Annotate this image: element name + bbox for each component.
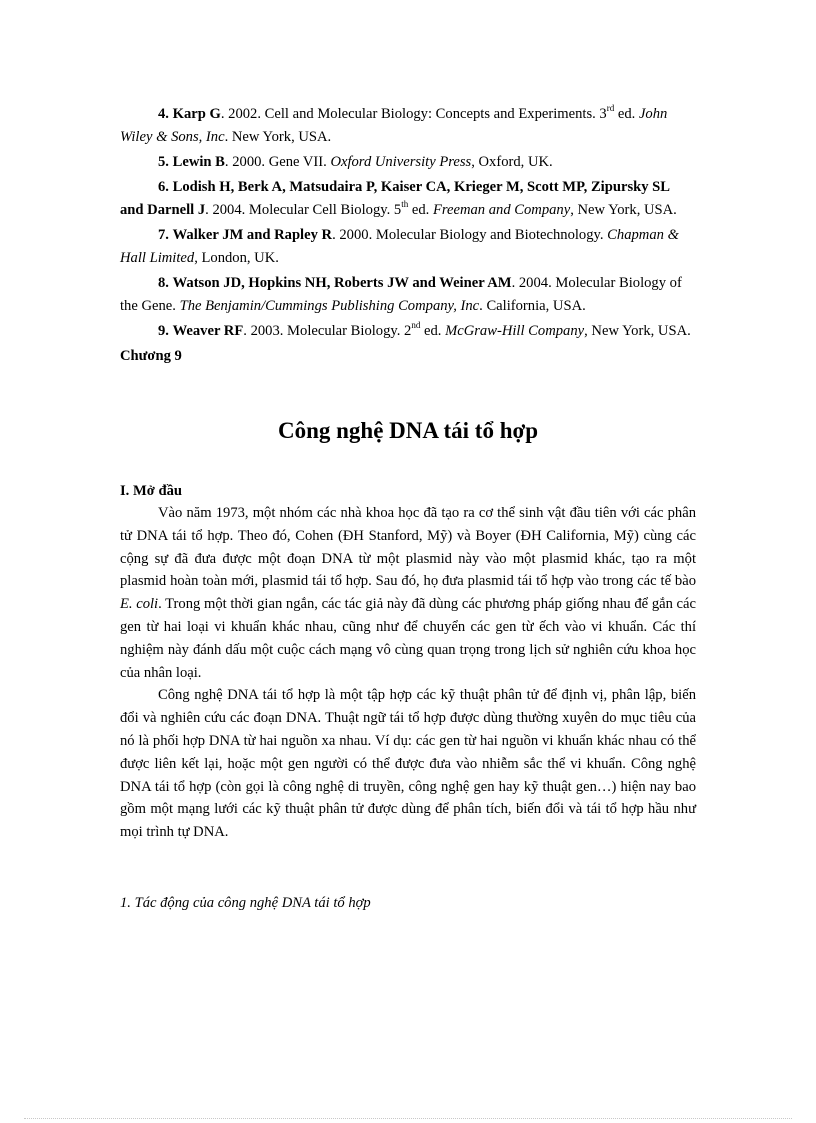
reference-year-title: . 2004. Molecular Cell Biology. 5 — [205, 202, 402, 218]
reference-authors: Walker JM and Rapley R — [172, 227, 333, 243]
edition-suffix: th — [401, 199, 409, 210]
reference-year-title: . 2000. Gene VII. — [224, 154, 331, 170]
paragraph-text: . Trong một thời gian ngắn, các tác giả này đã dùng các phương pháp giống nhau để gắn các gen từ hai loại vi khuẩn khác nhau, cũng như để chuyển các gen từ ếch vào vi khuẩn. Các thí nghiệm này đánh dấu một cuộc cách mạng vô cùng quan trọng trong lịch sử nghiên cứu khoa học của nhân loại. — [120, 596, 696, 681]
reference-list — [120, 103, 696, 343]
reference-5 — [120, 151, 696, 174]
chapter-title: Công nghệ DNA tái tổ hợp — [277, 418, 539, 443]
reference-number: 4. — [158, 106, 169, 122]
reference-9 — [120, 320, 696, 343]
reference-edition: ed. — [614, 106, 639, 122]
page-bottom-divider — [24, 1118, 792, 1119]
subsection-heading: 1. Tác động của công nghệ DNA tái tổ hợp — [120, 894, 371, 911]
reference-place: , Oxford, UK. — [471, 154, 553, 170]
chapter-label: Chương 9 — [120, 348, 182, 364]
document-page — [120, 103, 696, 914]
reference-number: 9. — [158, 323, 169, 339]
reference-place: , New York, USA. — [570, 202, 677, 218]
reference-publisher: Chapman & Hall Limited — [120, 227, 679, 266]
reference-authors: Watson JD, Hopkins NH, Roberts JW and Weiner AM — [172, 275, 512, 291]
reference-authors: Lodish H, Berk A, Matsudaira P, Kaiser CA, Krieger M, Scott MP, Zipursky SL and Darnell J — [120, 179, 670, 218]
section-heading: I. Mở đầu — [120, 483, 183, 499]
reference-place: , New York, USA. — [584, 323, 691, 339]
intro-paragraph-2: Công nghệ DNA tái tổ hợp là một tập hợp các kỹ thuật phân tử để định vị, phân lập, biến đổi và nghiên cứu các đoạn DNA. Thuật ngữ tái tổ hợp được dùng thường xuyên do mục tiêu của nó là phối hợp DNA từ hai nguồn xa nhau. Ví dụ: các gen từ hai nguồn vi khuẩn khác nhau có thể được liên kết lại, hoặc một gen người có thể được đưa vào nhiễm sắc thể vi khuẩn. Công nghệ DNA tái tổ hợp (còn gọi là công nghệ di truyền, công nghệ gen hay kỹ thuật gen…) hiện nay bao gồm một mạng lưới các kỹ thuật phân tử được dùng để phân tích, biến đổi và tái tổ hợp hầu như mọi trình tự DNA. — [120, 687, 696, 841]
reference-number: 7. — [158, 227, 169, 243]
reference-year-title: . 2003. Molecular Biology. 2 — [243, 323, 412, 339]
reference-year-title: . 2000. Molecular Biology and Biotechnology. — [332, 227, 608, 243]
reference-place: . New York, USA. — [224, 129, 332, 145]
reference-8 — [120, 272, 696, 318]
reference-publisher: Freeman and Company — [432, 202, 571, 218]
reference-4 — [120, 103, 696, 149]
edition-suffix: nd — [411, 320, 421, 331]
reference-publisher: Oxford University Press — [330, 154, 472, 170]
intro-paragraph-1 — [120, 502, 696, 684]
reference-place: . California, USA. — [479, 298, 586, 314]
reference-edition: ed. — [408, 202, 433, 218]
reference-number: 8. — [158, 275, 169, 291]
reference-place: , London, UK. — [194, 250, 279, 266]
edition-suffix: rd — [606, 103, 615, 114]
reference-6 — [120, 176, 696, 222]
reference-number: 6. — [158, 179, 169, 195]
reference-authors: Weaver RF — [172, 323, 244, 339]
reference-year-title: . 2004. Molecular Biology of the Gene. — [120, 275, 682, 314]
reference-year-title: . 2002. Cell and Molecular Biology: Concepts and Experiments. 3 — [220, 106, 607, 122]
reference-publisher: McGraw-Hill Company — [445, 323, 585, 339]
species-name: E. coli — [120, 596, 159, 613]
reference-publisher: John Wiley & Sons, Inc — [120, 106, 668, 145]
reference-number: 5. — [158, 154, 169, 170]
reference-7 — [120, 224, 696, 270]
reference-edition: ed. — [420, 323, 446, 339]
reference-authors: Lewin B — [172, 154, 225, 170]
paragraph-text: Vào năm 1973, một nhóm các nhà khoa học đã tạo ra cơ thể sinh vật đầu tiên với các phân tử DNA tái tổ hợp. Theo đó, Cohen (ĐH Stanford, Mỹ) và Boyer (ĐH California, Mỹ) cùng các cộng sự đã đưa được một đoạn DNA từ một plasmid này vào một plasmid khác, tạo ra một plasmid hoàn toàn mới, plasmid tái tổ hợp. Sau đó, họ đưa plasmid tái tổ hợp vào trong các tế bào — [120, 505, 696, 590]
reference-publisher: The Benjamin/Cummings Publishing Company, Inc — [179, 298, 480, 314]
reference-authors: Karp G — [172, 106, 221, 122]
